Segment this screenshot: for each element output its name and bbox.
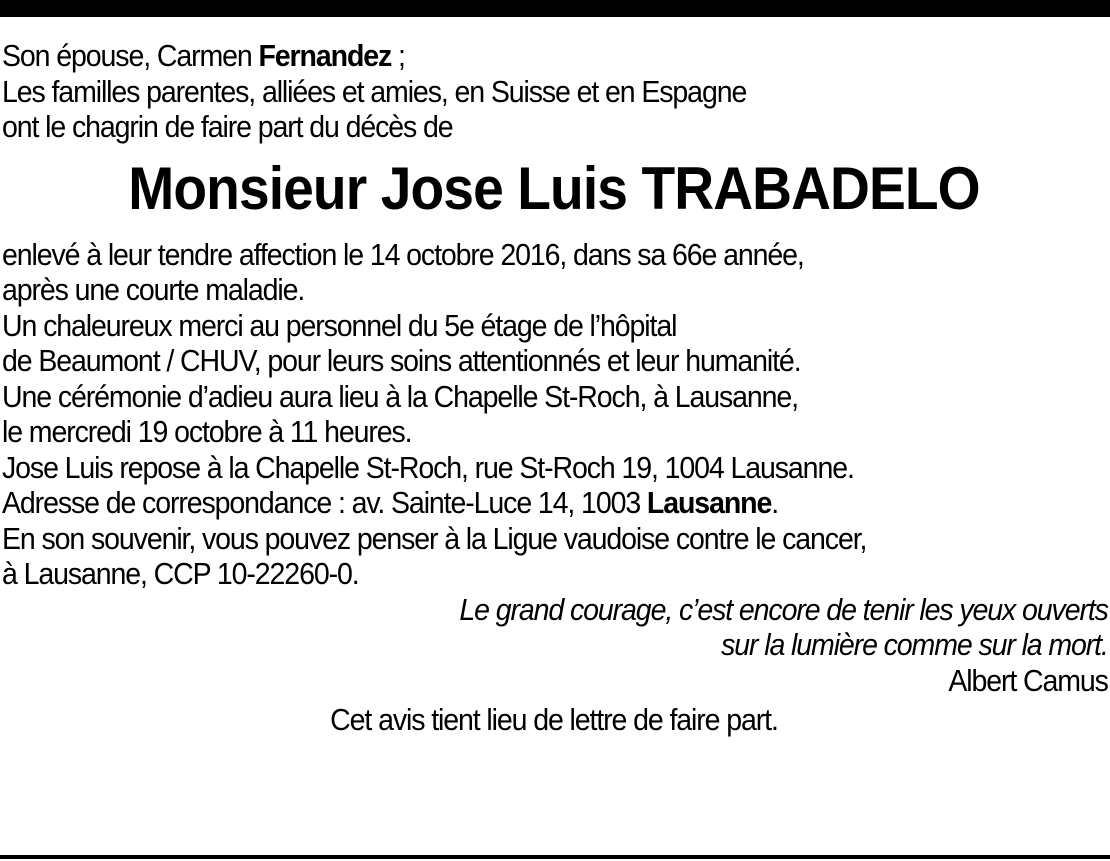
body-line-7: Jose Luis repose à la Chapelle St-Roch, rue St-Roch 19, 1004 Lausanne. xyxy=(2,449,854,485)
correspondence-city: Lausanne xyxy=(646,485,772,520)
deceased-name: Monsieur Jose Luis TRABADELO xyxy=(128,154,980,222)
top-rule xyxy=(0,0,1110,17)
body-line-6: le mercredi 19 octobre à 11 heures. xyxy=(2,414,412,449)
body-line-10: à Lausanne, CCP 10-22260-0. xyxy=(2,556,359,591)
intro-line-1 xyxy=(2,38,1020,74)
spouse-surname: Fernandez xyxy=(258,38,392,73)
quote-line-1: Le grand courage, c’est encore de tenir les yeux ouverts xyxy=(459,591,1108,627)
body-line-5: Une cérémonie d’adieu aura lieu à la Chapelle St-Roch, à Lausanne, xyxy=(2,378,798,414)
body-line-2: après une courte maladie. xyxy=(2,272,305,307)
bottom-rule xyxy=(0,855,1110,859)
body-line-9: En son souvenir, vous pouvez penser à la Ligue vaudoise contre le cancer, xyxy=(2,520,867,556)
body-line-1: enlevé à leur tendre affection le 14 octobre 2016, dans sa 66e année, xyxy=(2,236,804,272)
body-line-8-prefix: Adresse de correspondance : av. Sainte-Luce 14, 1003 xyxy=(2,485,647,520)
quote-line-2: sur la lumière comme sur la mort. xyxy=(721,627,1108,662)
body-line-3: Un chaleureux merci au personnel du 5e étage de l’hôpital xyxy=(2,307,677,343)
body-line-8 xyxy=(2,485,1020,521)
intro-line-1-prefix: Son épouse, Carmen xyxy=(2,38,259,73)
intro-line-1-suffix: ; xyxy=(391,38,405,73)
body-line-4: de Beaumont / CHUV, pour leurs soins attentionnés et leur humanité. xyxy=(2,343,801,378)
intro-line-3: ont le chagrin de faire part du décès de xyxy=(2,109,453,144)
obituary-notice xyxy=(2,38,1108,738)
intro-line-2: Les familles parentes, alliées et amies, en Suisse et en Espagne xyxy=(2,73,747,109)
body-line-8-suffix: . xyxy=(771,485,779,520)
closing-line: Cet avis tient lieu de lettre de faire part. xyxy=(330,702,778,737)
quote-author: Albert Camus xyxy=(948,662,1108,698)
